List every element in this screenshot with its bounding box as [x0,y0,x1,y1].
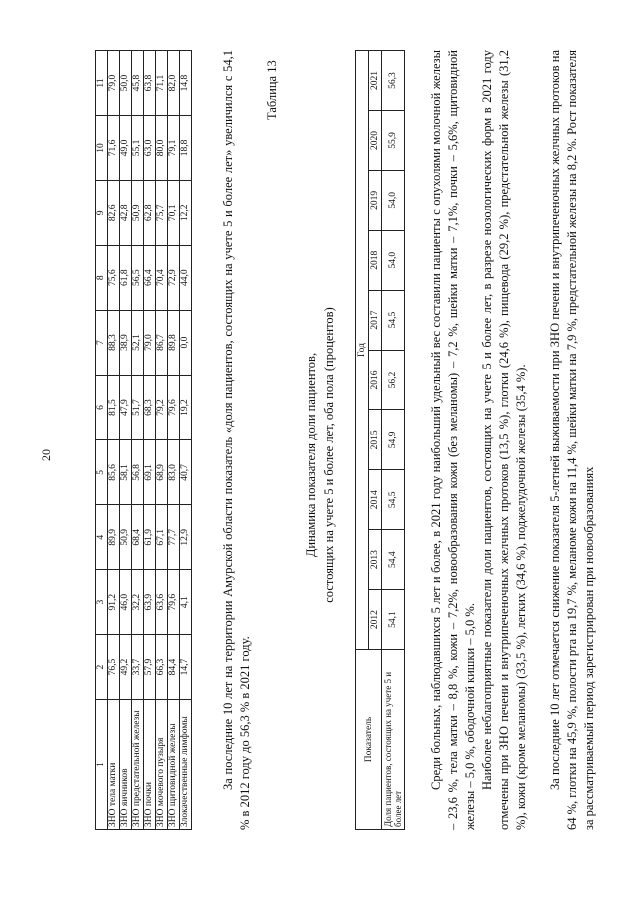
table-row [144,51,156,830]
table-number-label: Таблица 13 [265,60,279,120]
paragraph-unfavorable-sites: Наиболее неблагоприятные показатели доли пациентов, состоящих на учете 5 и более лет, в разрезе нозологических форм в 2021 году отмечены при ЗНО печени и внутрипеченочных желчных протоков (13,5 %), глотки (24,6 %), пищевода (29,2 %), предстательной железы (31,2 %), кожи (кроме меланомы) (33,5 %), легких (34,6 %), поджелудочной железы (35,4 %). [480,50,528,830]
year-cell: 2012 [369,590,382,650]
table-cell: 79,6 [168,570,180,635]
table-cell: 79,0 [108,51,120,116]
table-cell: 52,1 [132,310,144,375]
table-cell: 42,8 [120,180,132,245]
row-label: Злокачественные лимфомы [180,700,192,830]
page-number: 20 [39,449,53,461]
table-cell: 49,0 [120,115,132,180]
year-cell: 2021 [369,51,382,111]
table-cell: 79,0 [144,310,156,375]
table-cell: 61,9 [144,505,156,570]
table-cell: 55,1 [132,115,144,180]
table-cell: 57,9 [144,635,156,700]
table-cell: 56,2 [382,350,405,410]
table-cell: 14,8 [180,51,192,116]
table-cell: 68,3 [144,375,156,440]
paragraph-survival-decline: За последние 10 лет отмечается снижение показателя 5-летней выживаемости при ЗНО печени и внутрипеченочных желчных протоков на 64 %, глотки на 45,9 %, полости рта на 19,7 %, меланоме кожи на 11,4 %, шейки матки на 7,9 %, предстательной железы на 8,2 %. Рост показателя за рассматриваемый период зарегистрирован при новообразованиях [548,50,596,830]
header-cell: 10 [96,115,108,180]
row-label: ЗНО щитовидной железы [168,700,180,830]
year-cell: 2013 [369,530,382,590]
header-cell: 3 [96,570,108,635]
table-cell: 4,1 [180,570,192,635]
table-cell: 72,9 [168,245,180,310]
table-cell: 88,3 [108,310,120,375]
row-label: Доля пациентов, состоящих на учете 5 и более лет [382,650,405,830]
table-cell: 46,0 [120,570,132,635]
header-cell: 2 [96,635,108,700]
table-cell: 77,7 [168,505,180,570]
table-cell: 63,8 [144,51,156,116]
table-header-row [356,51,369,830]
table-cell: 71,6 [108,115,120,180]
table-cell: 55,9 [382,110,405,170]
table-cell: 76,5 [108,635,120,700]
table-cell: 19,2 [180,375,192,440]
table-cell: 81,5 [108,375,120,440]
table-cell: 44,0 [180,245,192,310]
table-cell: 54,5 [382,470,405,530]
table-cell: 58,1 [120,440,132,505]
table-cell: 80,0 [156,115,168,180]
table-row [180,51,192,830]
table-cell: 82,6 [108,180,120,245]
table-cell: 69,1 [144,440,156,505]
table-cell: 63,6 [156,570,168,635]
table-cell: 85,6 [108,440,120,505]
table-cell: 68,4 [132,505,144,570]
table-cell: 70,4 [156,245,168,310]
header-cell: 8 [96,245,108,310]
table-cell: 40,7 [180,440,192,505]
table-row [132,51,144,830]
table-cell: 54,1 [382,590,405,650]
table-cell: 68,9 [156,440,168,505]
table-cell: 89,9 [108,505,120,570]
table-cell: 18,8 [180,115,192,180]
paragraph-summary: За последние 10 лет на территории Амурской области показатель «доля пациентов, состоящих на учете 5 и более лет» увеличился с 54,1 % в 2012 году до 56,3 % в 2021 году. [221,50,252,830]
year-group-header: Год [356,51,369,650]
table-cell: 54,0 [382,230,405,290]
year-cell: 2015 [369,410,382,470]
table-cell: 71,1 [156,51,168,116]
table-row [382,51,405,830]
table-cell: 56,5 [132,245,144,310]
table-cell: 50,0 [120,51,132,116]
table-cell: 63,0 [144,115,156,180]
table-header-row [96,51,108,830]
indicator-header: Показатель [356,650,382,830]
table-cell: 75,7 [156,180,168,245]
header-cell: 11 [96,51,108,116]
table-cell: 54,4 [382,530,405,590]
year-cell: 2014 [369,470,382,530]
table-cell: 12,2 [180,180,192,245]
table-cell: 82,0 [168,51,180,116]
table-row [108,51,120,830]
table-cell: 50,9 [132,180,144,245]
table-cell: 79,2 [156,375,168,440]
table-cell: 67,1 [156,505,168,570]
table-cell: 66,4 [144,245,156,310]
table-cell: 33,7 [132,635,144,700]
table-cell: 83,0 [168,440,180,505]
table-row [168,51,180,830]
table-cell: 12,9 [180,505,192,570]
table-cell: 63,9 [144,570,156,635]
year-cell: 2020 [369,110,382,170]
header-cell: 6 [96,375,108,440]
table-cell: 70,1 [168,180,180,245]
year-cell: 2017 [369,290,382,350]
table-cell: 51,7 [132,375,144,440]
header-cell: 7 [96,310,108,375]
table-cell: 0,0 [180,310,192,375]
table-cell: 86,7 [156,310,168,375]
table-caption-line-2: состоящих на учете 5 и более лет, оба пола (процентов) [322,307,336,603]
table-cell: 32,2 [132,570,144,635]
table-cell: 66,3 [156,635,168,700]
table-cell: 62,8 [144,180,156,245]
table-cell: 49,2 [120,635,132,700]
table-cell: 91,2 [108,570,120,635]
header-cell: 4 [96,505,108,570]
paragraph-leading-sites: Среди больных, наблюдавшихся 5 лет и более, в 2021 году наибольший удельный вес составили пациенты с опухолями молочной железы – 23,6 %, тела матки – 8,8 %, кожи – 7,2%, новообразования кожи (без меланомы) – 7,2 %, шейки матки – 7,1%, почки – 5,6%, щитовидной железы – 5,0 %, ободочной кишки – 5,0 %. [429,50,477,830]
header-cell: 9 [96,180,108,245]
row-label: ЗНО яичников [120,700,132,830]
table-cell: 75,6 [108,245,120,310]
header-cell: 5 [96,440,108,505]
year-cell: 2019 [369,170,382,230]
row-label: ЗНО предстательной железы [132,700,144,830]
table-cell: 54,5 [382,290,405,350]
table-cell: 56,8 [132,440,144,505]
table-cell: 50,9 [120,505,132,570]
dynamics-table [355,50,405,830]
table-row [120,51,132,830]
table-cell: 38,9 [120,310,132,375]
table-cell: 61,8 [120,245,132,310]
header-cell: 1 [96,700,108,830]
table-cell: 54,9 [382,410,405,470]
survival-table-by-site [95,50,192,830]
table-cell: 84,4 [168,635,180,700]
table-cell: 56,3 [382,51,405,111]
table-cell: 45,8 [132,51,144,116]
table-cell: 54,0 [382,170,405,230]
table-cell: 79,6 [168,375,180,440]
table-cell: 14,7 [180,635,192,700]
table-row [156,51,168,830]
row-label: ЗНО мочевого пузыря [156,700,168,830]
row-label: ЗНО почки [144,700,156,830]
year-cell: 2016 [369,350,382,410]
table-cell: 89,8 [168,310,180,375]
year-cell: 2018 [369,230,382,290]
table-caption-line-1: Динамика показателя доли пациентов, [304,352,318,558]
table-cell: 79,1 [168,115,180,180]
row-label: ЗНО тела матки [108,700,120,830]
table-cell: 47,9 [120,375,132,440]
